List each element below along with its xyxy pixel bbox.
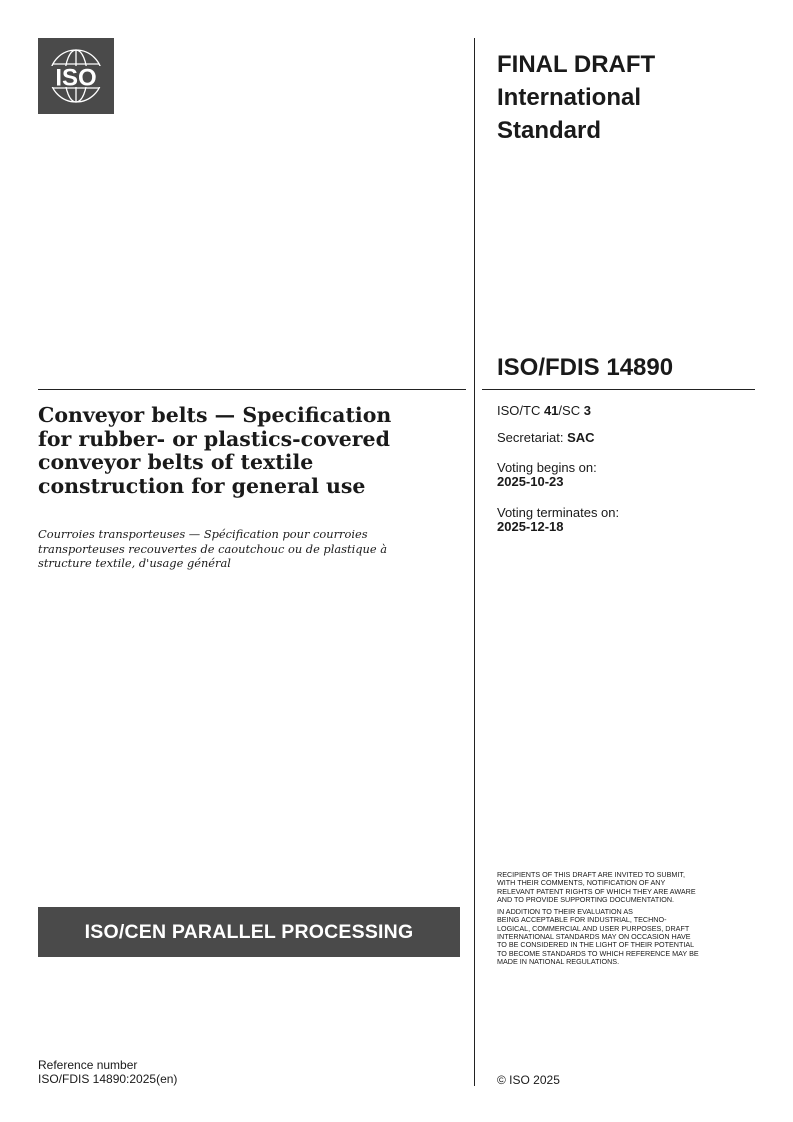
notice-line: IN ADDITION TO THEIR EVALUATION AS — [497, 907, 633, 917]
notice-line: RELEVANT PATENT RIGHTS OF WHICH THEY ARE AWARE — [497, 886, 696, 896]
secretariat-label: Secretariat: — [497, 430, 568, 445]
committee-sc-number: 3 — [583, 403, 591, 418]
notice-line: LOGICAL, COMMERCIAL AND USER PURPOSES, DRAFT — [497, 923, 690, 933]
notice-line: AND TO PROVIDE SUPPORTING DOCUMENTATION. — [497, 894, 675, 904]
horizontal-divider-left — [38, 389, 466, 390]
document-type — [497, 48, 747, 147]
title-french — [38, 527, 458, 571]
title-english-line: for rubber- or plastics-covered — [38, 426, 390, 451]
notice-line: WITH THEIR COMMENTS, NOTIFICATION OF ANY — [497, 878, 666, 888]
committee-separator: /SC — [558, 403, 584, 418]
voting-begins-date — [497, 474, 564, 489]
parallel-processing-banner: ISO/CEN PARALLEL PROCESSING — [38, 907, 460, 957]
copyright-notice: © ISO 2025 — [497, 1073, 560, 1087]
notice-line: MADE IN NATIONAL REGULATIONS. — [497, 956, 620, 966]
voting-begins-label: Voting begins on: — [497, 460, 597, 475]
vertical-divider — [474, 38, 475, 1086]
reference-number — [38, 1059, 177, 1086]
title-english — [38, 404, 458, 498]
draft-notice — [497, 871, 759, 970]
notice-paragraph — [497, 908, 759, 966]
voting-begins-date-value: 2025-10-23 — [497, 474, 564, 489]
document-type-line: International — [497, 84, 642, 111]
committee-tc-number: 41 — [543, 403, 559, 418]
voting-terminates-date — [497, 519, 564, 534]
title-english-line: Conveyor belts — Specification — [38, 403, 392, 427]
secretariat — [497, 430, 595, 445]
voting-terminates-date-value: 2025-12-18 — [497, 519, 564, 534]
committee — [497, 403, 591, 418]
notice-line: BEING ACCEPTABLE FOR INDUSTRIAL, TECHNO- — [497, 915, 667, 925]
notice-line: INTERNATIONAL STANDARDS MAY ON OCCASION HAVE — [497, 932, 691, 942]
iso-logo — [38, 38, 114, 114]
secretariat-value: SAC — [567, 430, 595, 445]
reference-label: Reference number — [38, 1058, 138, 1072]
title-english-line: construction for general use — [38, 473, 366, 498]
horizontal-divider-right — [482, 389, 755, 390]
standard-id: ISO/FDIS 14890 — [497, 354, 674, 381]
notice-line: TO BECOME STANDARDS TO WHICH REFERENCE MAY BE — [497, 948, 699, 958]
title-english-line: conveyor belts of textile — [38, 450, 314, 474]
document-type-line: FINAL DRAFT — [497, 51, 656, 78]
document-type-line: Standard — [497, 117, 602, 144]
title-french-line: structure textile, d'usage général — [38, 556, 231, 570]
voting-terminates-label: Voting terminates on: — [497, 505, 620, 520]
notice-line: TO BE CONSIDERED IN THE LIGHT OF THEIR POTENTIAL — [497, 940, 695, 950]
notice-paragraph — [497, 871, 759, 904]
title-french-line: transporteuses recouvertes de caoutchouc ou de plastique à — [38, 541, 388, 556]
iso-logo-text: ISO — [55, 64, 97, 92]
notice-line: RECIPIENTS OF THIS DRAFT ARE INVITED TO SUBMIT, — [497, 870, 685, 879]
reference-value: ISO/FDIS 14890:2025(en) — [38, 1071, 178, 1086]
committee-prefix: ISO/TC — [497, 403, 544, 418]
title-french-line: Courroies transporteuses — Spécification pour courroies — [38, 527, 368, 541]
